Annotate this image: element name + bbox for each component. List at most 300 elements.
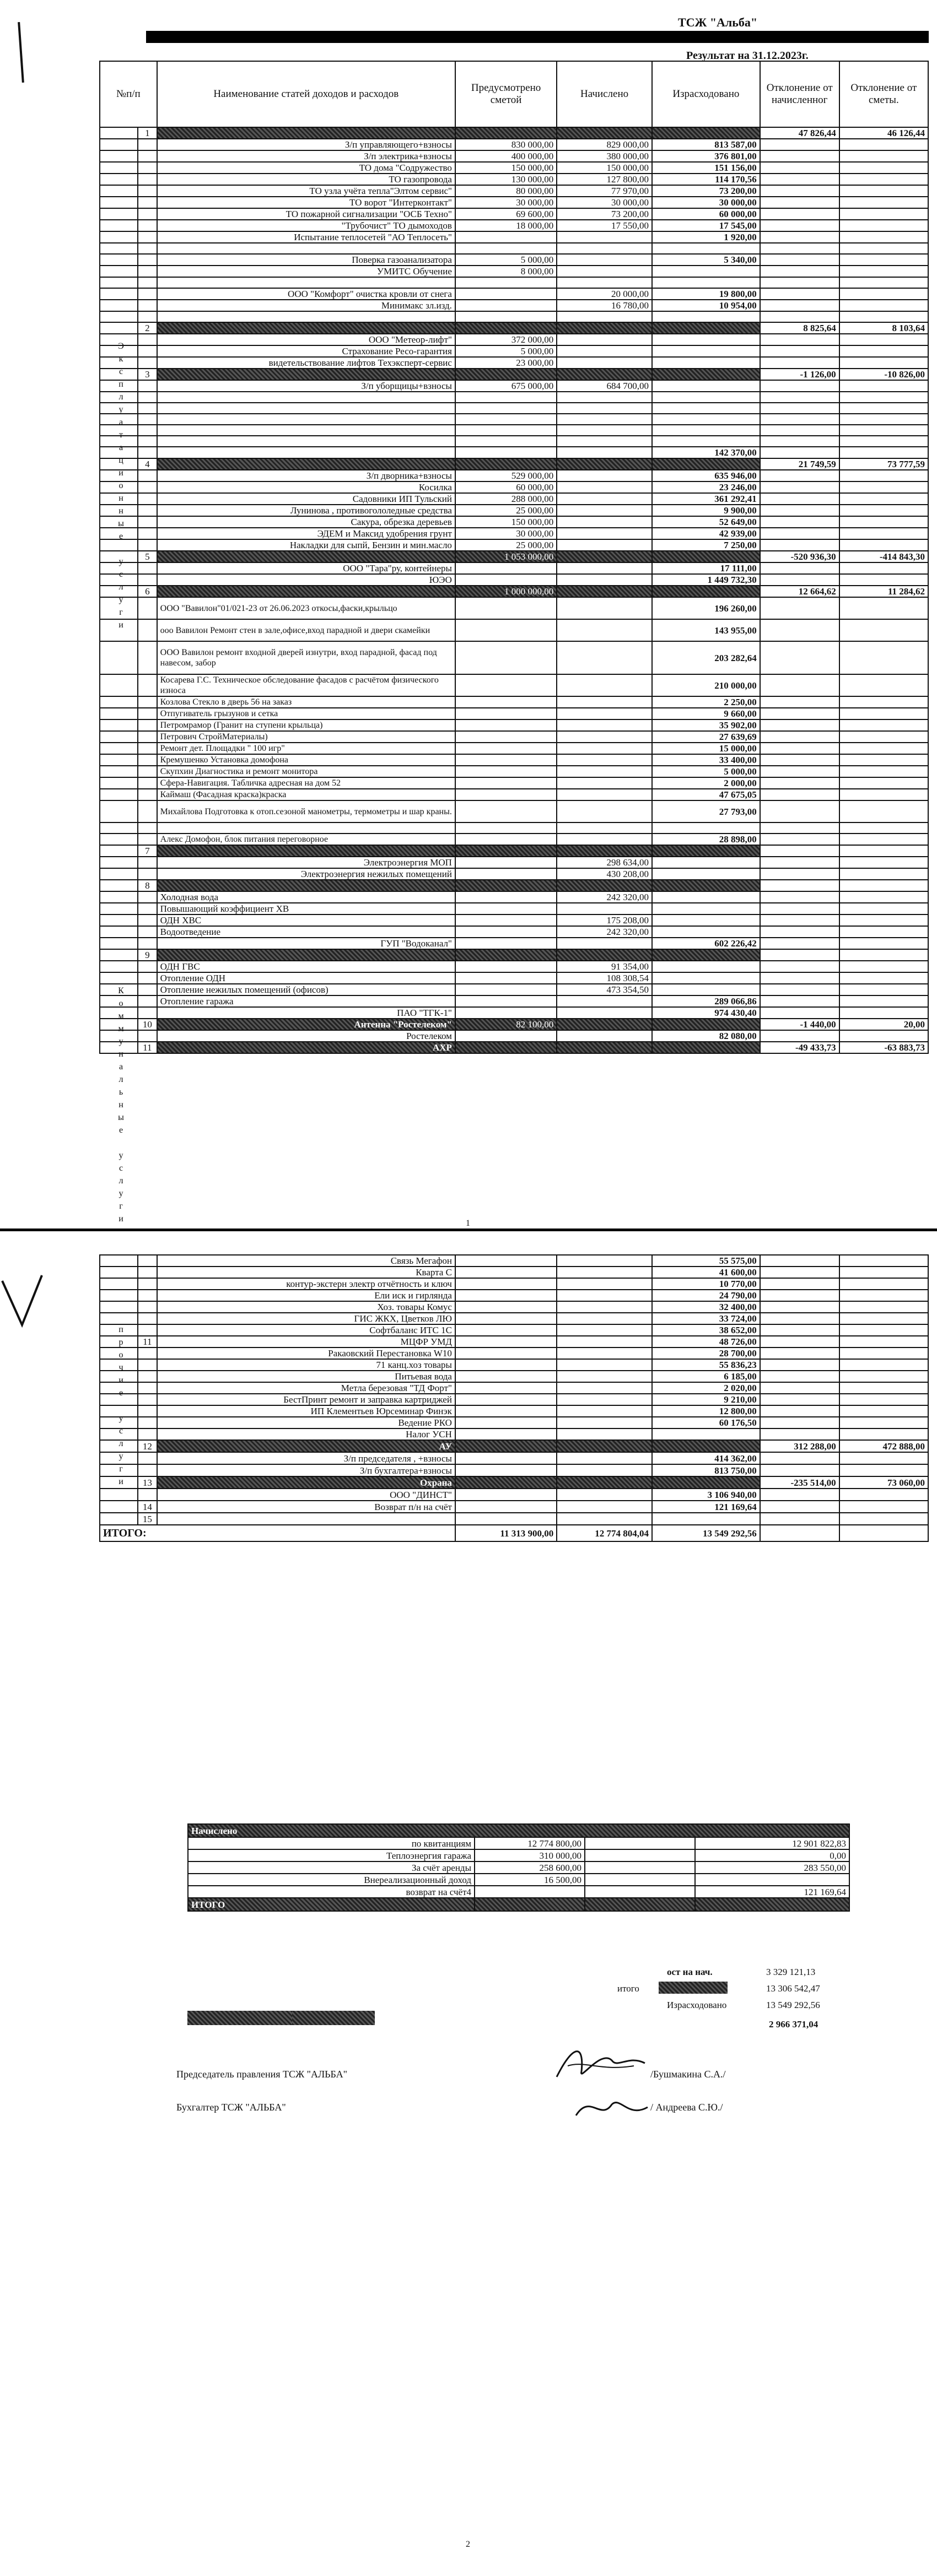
deviation-accrued xyxy=(760,505,839,516)
item-name: Отопление гаража xyxy=(157,995,455,1007)
summary-row xyxy=(188,1886,849,1898)
deviation-accrued xyxy=(760,493,839,505)
summary-gap xyxy=(585,1849,695,1861)
item-name: АУ xyxy=(157,1440,455,1452)
deviation-accrued xyxy=(760,231,839,243)
group-cell xyxy=(100,891,138,903)
deviation-accrued: -1 126,00 xyxy=(760,369,839,380)
table-row xyxy=(100,1513,928,1525)
deviation-accrued xyxy=(760,708,839,719)
deviation-accrued xyxy=(760,1405,839,1417)
item-name: Поверка газоанализатора xyxy=(157,254,455,266)
accrued-value xyxy=(557,436,652,447)
deviation-accrued xyxy=(760,731,839,743)
spent-value: 48 726,00 xyxy=(652,1336,760,1347)
group-cell xyxy=(100,743,138,754)
accrued-value xyxy=(557,674,652,696)
accrued-value: 380 000,00 xyxy=(557,150,652,162)
spent-value: 27 639,69 xyxy=(652,731,760,743)
group-cell xyxy=(100,516,138,528)
page-number-1: 1 xyxy=(466,1219,470,1228)
spent-value: 196 260,00 xyxy=(652,597,760,619)
spent-value: 73 200,00 xyxy=(652,185,760,197)
summary-accrued: 258 600,00 xyxy=(475,1861,585,1874)
plan-value xyxy=(455,984,557,995)
deviation-plan xyxy=(839,1501,928,1513)
item-name: ООО Вавилон ремонт входной дверей изнутри, вход парадной, фасад под навесом, забор xyxy=(157,641,455,674)
deviation-plan xyxy=(839,641,928,674)
table-row xyxy=(100,857,928,868)
accrued-value xyxy=(557,447,652,458)
row-number xyxy=(138,1278,157,1290)
spent-value xyxy=(652,380,760,392)
table-row xyxy=(100,619,928,641)
summary-header xyxy=(188,1824,849,1837)
table-row xyxy=(100,357,928,369)
spent-value xyxy=(652,1019,760,1030)
row-number: 5 xyxy=(138,551,157,562)
spent-value xyxy=(652,369,760,380)
item-name: Минимакс зл.изд. xyxy=(157,300,455,311)
deviation-plan xyxy=(839,777,928,789)
plan-value xyxy=(455,619,557,641)
spent-value xyxy=(652,127,760,139)
accrued-value xyxy=(557,458,652,470)
group-cell xyxy=(100,562,138,574)
plan-value xyxy=(455,1336,557,1347)
accrued-value xyxy=(557,311,652,322)
deviation-plan xyxy=(839,208,928,220)
summary-total xyxy=(188,1898,849,1911)
item-name xyxy=(157,369,455,380)
item-name: Косилка xyxy=(157,481,455,493)
item-name: Алекс Домофон, блок питания переговорное xyxy=(157,834,455,845)
plan-value: 23 000,00 xyxy=(455,357,557,369)
spent-value: 7 250,00 xyxy=(652,539,760,551)
row-number xyxy=(138,1324,157,1336)
deviation-accrued xyxy=(760,972,839,984)
plan-value xyxy=(455,574,557,586)
plan-value xyxy=(455,857,557,868)
plan-value: 60 000,00 xyxy=(455,481,557,493)
row-number xyxy=(138,539,157,551)
row-number xyxy=(138,1371,157,1382)
ost-end-redacted-1 xyxy=(187,2011,292,2025)
spent-value xyxy=(652,425,760,436)
plan-value: 18 000,00 xyxy=(455,220,557,231)
deviation-plan xyxy=(839,731,928,743)
plan-value xyxy=(455,914,557,926)
plan-value xyxy=(455,127,557,139)
spent-value: 47 675,05 xyxy=(652,789,760,800)
row-number xyxy=(138,231,157,243)
deviation-accrued xyxy=(760,380,839,392)
item-name: ООО "Метеор-лифт" xyxy=(157,334,455,345)
summary-accrued xyxy=(475,1886,585,1898)
spent-value: 52 649,00 xyxy=(652,516,760,528)
accrued-value xyxy=(557,1428,652,1440)
spent-value: 143 955,00 xyxy=(652,619,760,641)
item-name: З/п управляющего+взносы xyxy=(157,139,455,150)
table-row xyxy=(100,1042,928,1053)
accrued-value xyxy=(557,357,652,369)
item-name xyxy=(157,949,455,961)
spent-value: 28 898,00 xyxy=(652,834,760,845)
group-cell xyxy=(100,266,138,277)
item-name xyxy=(157,880,455,891)
summary-accrued: 16 500,00 xyxy=(475,1874,585,1886)
accrued-value xyxy=(557,493,652,505)
plan-value xyxy=(455,891,557,903)
group-cell xyxy=(100,574,138,586)
deviation-plan xyxy=(839,754,928,766)
row-number xyxy=(138,208,157,220)
table-row xyxy=(100,1336,928,1347)
item-name: З/п бухгалтера+взносы xyxy=(157,1464,455,1476)
row-number xyxy=(138,972,157,984)
group-cell xyxy=(100,551,138,562)
summary-row xyxy=(188,1861,849,1874)
accrued-value xyxy=(557,345,652,357)
deviation-plan: -63 883,73 xyxy=(839,1042,928,1053)
plan-value: 5 000,00 xyxy=(455,254,557,266)
plan-value xyxy=(455,938,557,949)
row-number xyxy=(138,1359,157,1371)
row-number xyxy=(138,789,157,800)
accrued-value xyxy=(557,938,652,949)
deviation-plan xyxy=(839,1489,928,1501)
table-row xyxy=(100,197,928,208)
plan-value xyxy=(455,1007,557,1019)
deviation-accrued xyxy=(760,949,839,961)
deviation-plan xyxy=(839,1313,928,1324)
item-name xyxy=(157,392,455,403)
checkmark-icon xyxy=(0,1270,44,1336)
item-name: УМИТС Обучение xyxy=(157,266,455,277)
spent-value xyxy=(652,392,760,403)
spent-value xyxy=(652,822,760,834)
item-name xyxy=(157,822,455,834)
deviation-plan: 73 060,00 xyxy=(839,1476,928,1489)
group-cell xyxy=(100,380,138,392)
result-date: Результат на 31.12.2023г. xyxy=(686,50,809,62)
accrued-value xyxy=(557,903,652,914)
row-number xyxy=(138,1382,157,1394)
row-number xyxy=(138,174,157,185)
accrued-value xyxy=(557,1417,652,1428)
spent-value xyxy=(652,845,760,857)
row-number xyxy=(138,696,157,708)
table-row xyxy=(100,822,928,834)
accrued-value xyxy=(557,777,652,789)
row-number: 13 xyxy=(138,1476,157,1489)
spent-value xyxy=(652,868,760,880)
deviation-accrued xyxy=(760,800,839,822)
table-row xyxy=(100,266,928,277)
deviation-accrued xyxy=(760,150,839,162)
table-row xyxy=(100,800,928,822)
accrued-value xyxy=(557,995,652,1007)
row-number xyxy=(138,777,157,789)
table-row xyxy=(100,369,928,380)
deviation-plan xyxy=(839,619,928,641)
group-cell xyxy=(100,845,138,857)
group-cell xyxy=(100,528,138,539)
deviation-accrued xyxy=(760,597,839,619)
deviation-accrued xyxy=(760,766,839,777)
plan-value xyxy=(455,1513,557,1525)
deviation-plan xyxy=(839,995,928,1007)
accrued-value xyxy=(557,1301,652,1313)
item-name: Отпугиватель грызунов и сетка xyxy=(157,708,455,719)
spent-value xyxy=(652,551,760,562)
deviation-accrued xyxy=(760,1371,839,1382)
plan-value xyxy=(455,1278,557,1290)
accrued-value xyxy=(557,822,652,834)
plan-value: 8 000,00 xyxy=(455,266,557,277)
deviation-accrued: 47 826,44 xyxy=(760,127,839,139)
spent-value: 27 793,00 xyxy=(652,800,760,822)
deviation-plan xyxy=(839,470,928,481)
deviation-plan xyxy=(839,197,928,208)
spent-value xyxy=(652,1476,760,1489)
row-number xyxy=(138,425,157,436)
group-cell xyxy=(100,857,138,868)
spent-value: 2 000,00 xyxy=(652,777,760,789)
row-number xyxy=(138,834,157,845)
item-name: Лунинова , противогололедные средства xyxy=(157,505,455,516)
deviation-accrued xyxy=(760,277,839,288)
table-row xyxy=(100,641,928,674)
table-row xyxy=(100,1347,928,1359)
item-name xyxy=(157,277,455,288)
group-cell xyxy=(100,300,138,311)
item-name: 71 канц.хоз товары xyxy=(157,1359,455,1371)
accrued-value: 298 634,00 xyxy=(557,857,652,868)
row-number xyxy=(138,731,157,743)
table-row xyxy=(100,574,928,586)
spent-value: 114 170,56 xyxy=(652,174,760,185)
spent-value: 41 600,00 xyxy=(652,1267,760,1278)
plan-value: 5 000,00 xyxy=(455,345,557,357)
item-name: Отопление ОДН xyxy=(157,972,455,984)
deviation-plan: 472 888,00 xyxy=(839,1440,928,1452)
accrued-value: 150 000,00 xyxy=(557,162,652,174)
table-row xyxy=(100,926,928,938)
plan-value: 130 000,00 xyxy=(455,174,557,185)
item-name: Ракаовский Перестановка W10 xyxy=(157,1347,455,1359)
accrued-value xyxy=(557,1347,652,1359)
deviation-plan xyxy=(839,1405,928,1417)
item-name: БестПринт ремонт и заправка картриджей xyxy=(157,1394,455,1405)
plan-value xyxy=(455,834,557,845)
group-cell xyxy=(100,674,138,696)
deviation-plan xyxy=(839,938,928,949)
group-cell xyxy=(100,972,138,984)
spent-value: 38 652,00 xyxy=(652,1324,760,1336)
itogo-value: 13 306 542,47 xyxy=(766,1983,820,1994)
deviation-plan xyxy=(839,1030,928,1042)
deviation-accrued xyxy=(760,743,839,754)
deviation-plan xyxy=(839,174,928,185)
summary-row xyxy=(188,1874,849,1886)
accrued-value xyxy=(557,1007,652,1019)
deviation-plan xyxy=(839,1301,928,1313)
row-number xyxy=(138,754,157,766)
spent-value: 35 902,00 xyxy=(652,719,760,731)
row-number xyxy=(138,914,157,926)
plan-value: 288 000,00 xyxy=(455,493,557,505)
row-number xyxy=(138,926,157,938)
summary-total-a xyxy=(475,1898,585,1911)
table-row xyxy=(100,961,928,972)
row-number: 11 xyxy=(138,1336,157,1347)
row-number: 15 xyxy=(138,1513,157,1525)
deviation-accrued xyxy=(760,1464,839,1476)
group-cell xyxy=(100,834,138,845)
accrued-value xyxy=(557,1464,652,1476)
row-number xyxy=(138,1290,157,1301)
group-cell xyxy=(100,1290,138,1301)
deviation-accrued xyxy=(760,868,839,880)
accrued-value xyxy=(557,539,652,551)
deviation-accrued xyxy=(760,1267,839,1278)
plan-value xyxy=(455,754,557,766)
group-cell xyxy=(100,369,138,380)
row-number: 4 xyxy=(138,458,157,470)
item-name: ООО "Вавилон"01/021-23 от 26.06.2023 откосы,фаски,крыльцо xyxy=(157,597,455,619)
deviation-accrued xyxy=(760,470,839,481)
plan-value xyxy=(455,708,557,719)
row-number xyxy=(138,1405,157,1417)
row-number xyxy=(138,414,157,425)
deviation-accrued xyxy=(760,938,839,949)
summary-gap xyxy=(585,1837,695,1849)
deviation-accrued xyxy=(760,481,839,493)
table-row xyxy=(100,1007,928,1019)
row-number xyxy=(138,266,157,277)
group-cell xyxy=(100,961,138,972)
table-row xyxy=(100,1301,928,1313)
spent-label: Израсходовано xyxy=(667,2000,727,2010)
accrued-value xyxy=(557,1476,652,1489)
deviation-accrued xyxy=(760,254,839,266)
spent-value: 5 000,00 xyxy=(652,766,760,777)
table-row xyxy=(100,845,928,857)
row-number xyxy=(138,1417,157,1428)
deviation-accrued xyxy=(760,425,839,436)
deviation-accrued xyxy=(760,1347,839,1359)
table-row xyxy=(100,1371,928,1382)
group-cell xyxy=(100,254,138,266)
item-name: Козлова Стекло в дверь 56 на заказ xyxy=(157,696,455,708)
spent-value xyxy=(652,1042,760,1053)
deviation-accrued xyxy=(760,619,839,641)
accrued-value xyxy=(557,1313,652,1324)
deviation-plan xyxy=(839,949,928,961)
plan-value xyxy=(455,597,557,619)
accrued-value: 473 354,50 xyxy=(557,984,652,995)
item-name: Софтбаланс ИТС 1С xyxy=(157,1324,455,1336)
group-cell xyxy=(100,470,138,481)
item-name: Холодная вода xyxy=(157,891,455,903)
deviation-accrued xyxy=(760,1359,839,1371)
item-name: ИП Клементьев Юрсеминар Финэк xyxy=(157,1405,455,1417)
plan-value xyxy=(455,1301,557,1313)
table-row xyxy=(100,754,928,766)
spent-value xyxy=(652,972,760,984)
item-name: З/п дворника+взносы xyxy=(157,470,455,481)
group-cell xyxy=(100,1267,138,1278)
group-cell xyxy=(100,696,138,708)
spent-value: 1 449 732,30 xyxy=(652,574,760,586)
group-cell xyxy=(100,539,138,551)
spent-value xyxy=(652,1428,760,1440)
accrued-value: 17 550,00 xyxy=(557,220,652,231)
plan-value xyxy=(455,1030,557,1042)
spent-value: 12 800,00 xyxy=(652,1405,760,1417)
deviation-accrued xyxy=(760,539,839,551)
plan-value: 150 000,00 xyxy=(455,162,557,174)
accrued-value xyxy=(557,254,652,266)
spent-value: 60 000,00 xyxy=(652,208,760,220)
item-name: Кварта С xyxy=(157,1267,455,1278)
plan-value: 529 000,00 xyxy=(455,470,557,481)
group-cell xyxy=(100,995,138,1007)
accrued-value xyxy=(557,403,652,414)
item-name: ОДН ГВС xyxy=(157,961,455,972)
deviation-accrued xyxy=(760,1301,839,1313)
deviation-plan: 46 126,44 xyxy=(839,127,928,139)
spent-value: 19 800,00 xyxy=(652,288,760,300)
deviation-plan: 11 284,62 xyxy=(839,586,928,597)
table-row xyxy=(100,174,928,185)
row-number xyxy=(138,1313,157,1324)
accrued-value xyxy=(557,731,652,743)
deviation-accrued xyxy=(760,300,839,311)
plan-value xyxy=(455,288,557,300)
accrued-value xyxy=(557,551,652,562)
deviation-accrued xyxy=(760,1428,839,1440)
plan-value: 80 000,00 xyxy=(455,185,557,197)
spent-value: 17 111,00 xyxy=(652,562,760,574)
item-name: ГИС ЖКХ, Цветков ЛЮ xyxy=(157,1313,455,1324)
deviation-plan xyxy=(839,708,928,719)
item-name: ТО дома "Содружество xyxy=(157,162,455,174)
accrued-value xyxy=(557,641,652,674)
accountant-name: / Андреева С.Ю./ xyxy=(650,2102,723,2113)
accrued-value: 829 000,00 xyxy=(557,139,652,150)
item-name: Отопление нежилых помещений (офисов) xyxy=(157,984,455,995)
deviation-plan xyxy=(839,1290,928,1301)
row-number xyxy=(138,311,157,322)
accrued-value xyxy=(557,754,652,766)
spent-value xyxy=(652,243,760,254)
item-name: ооо Вавилон Ремонт стен в зале,офисе,вход парадной и двери скамейки xyxy=(157,619,455,641)
plan-value xyxy=(455,1476,557,1489)
group-cell xyxy=(100,1405,138,1417)
accrued-value xyxy=(557,708,652,719)
group-cell xyxy=(100,1513,138,1525)
group-cell xyxy=(100,392,138,403)
accrued-value xyxy=(557,800,652,822)
table-row xyxy=(100,414,928,425)
spent-value xyxy=(652,903,760,914)
row-number: 2 xyxy=(138,322,157,334)
spent-value xyxy=(652,311,760,322)
spent-value: 30 000,00 xyxy=(652,197,760,208)
deviation-accrued xyxy=(760,984,839,995)
